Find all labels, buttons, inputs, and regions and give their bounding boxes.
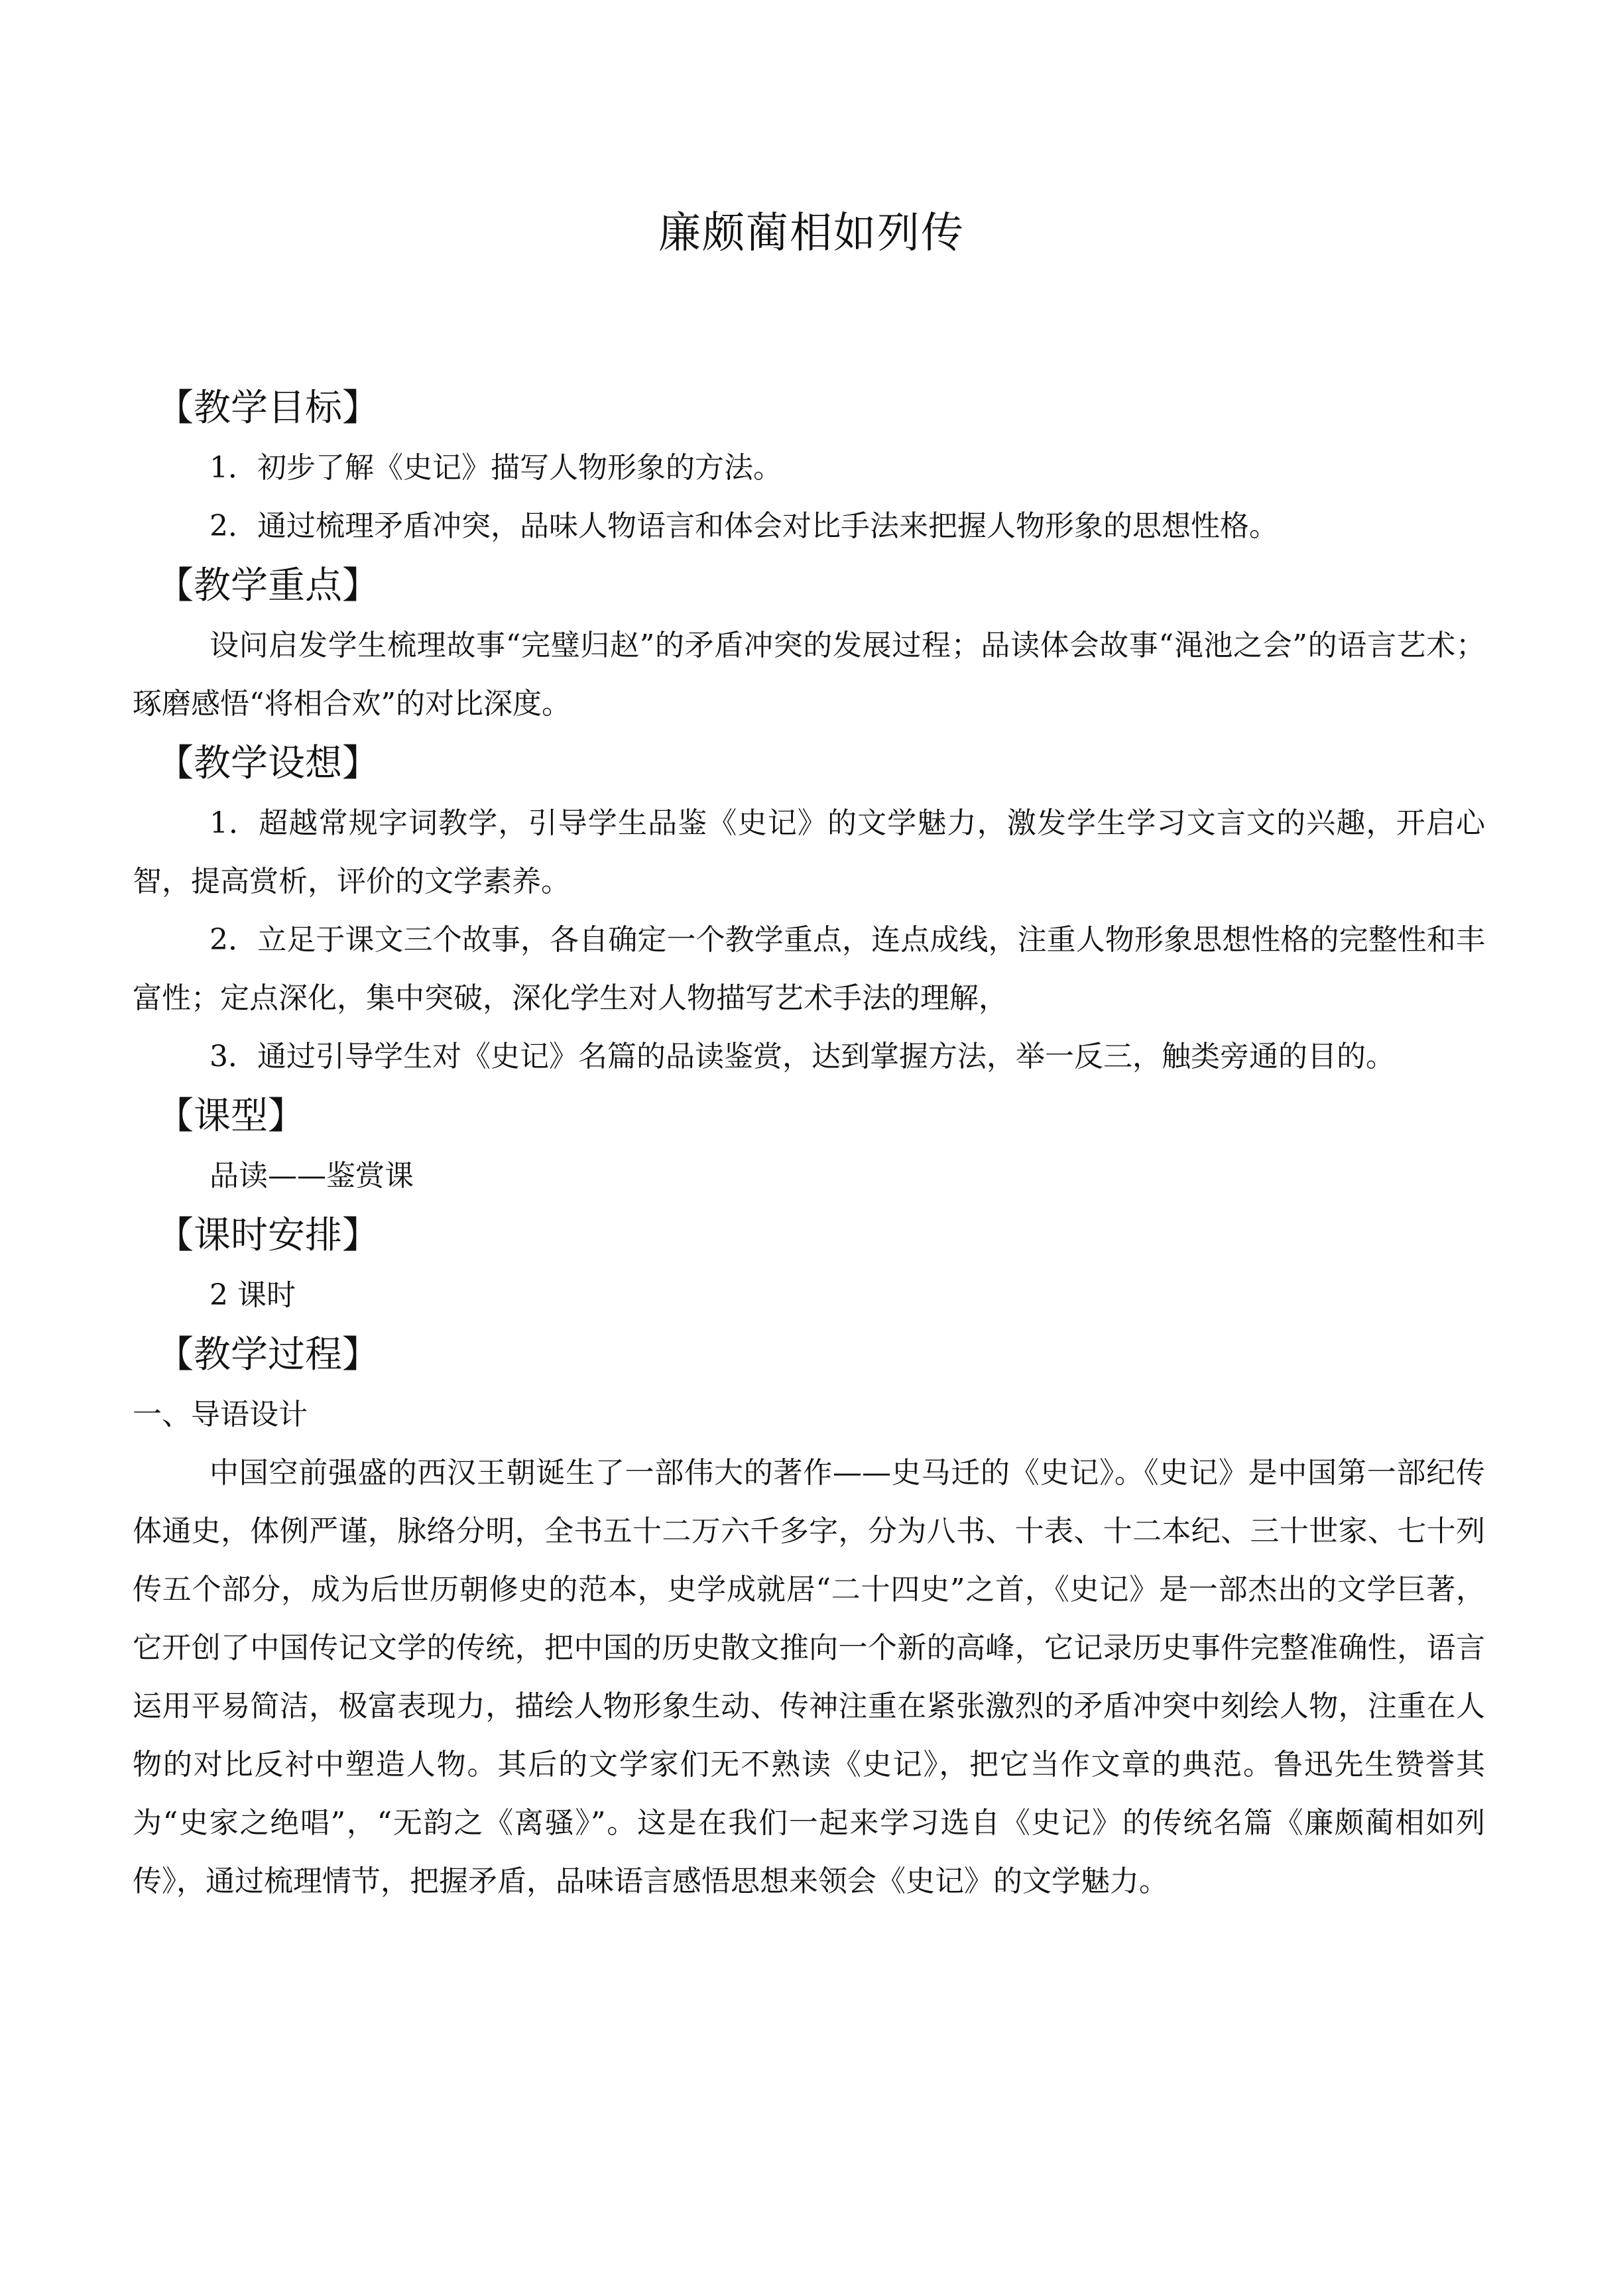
schedule-text: 2 课时 [210, 1278, 296, 1312]
section-heading-key-points: 【教学重点】 [156, 564, 379, 607]
page-title: 廉颇蔺相如列传 [658, 209, 965, 258]
goal-item-2: 2．通过梳理矛盾冲突，品味人物语言和体会对比手法来把握人物形象的思想性格。 [210, 509, 1278, 543]
design-item-2: 2．立足于课文三个故事，各自确定一个教学重点，连点成线，注重人物形象思想性格的完整性和丰富性；定点深化，集中突破，深化学生对人物描写艺术手法的理解， [133, 923, 1485, 1015]
process-subheading: 一、导语设计 [133, 1398, 308, 1431]
section-heading-process: 【教学过程】 [156, 1333, 379, 1376]
goal-item-1: 1．初步了解《史记》描写人物形象的方法。 [210, 451, 782, 485]
section-heading-design: 【教学设想】 [156, 742, 379, 785]
design-item-3: 3．通过引导学生对《史记》名篇的品读鉴赏，达到掌握方法，举一反三，触类旁通的目的。 [210, 1040, 1395, 1073]
section-heading-goals: 【教学目标】 [156, 387, 379, 430]
section-heading-schedule: 【课时安排】 [156, 1214, 379, 1257]
key-points-text: 设问启发学生梳理故事“完璧归赵”的矛盾冲突的发展过程；品读体会故事“渑池之会”的语言艺术；琢磨感悟“将相合欢”的对比深度。 [133, 629, 1485, 721]
section-heading-lesson-type: 【课型】 [156, 1095, 305, 1138]
lesson-type-text: 品读——鉴赏课 [210, 1159, 414, 1193]
process-intro-text: 中国空前强盛的西汉王朝诞生了一部伟大的著作——史马迁的《史记》。《史记》是中国第一部纪传体通史，体例严谨，脉络分明，全书五十二万六千多字，分为八书、十表、十二本纪、三十世家、七十列传五个部分，成为后世历朝修史的范本，史学成就居“二十四史”之首，《史记》是一部杰出的文学巨著，它开创了中国传记文学的传统，把中国的历史散文推向一个新的高峰，它记录历史事件完整准确性，语言运用平易简洁，极富表现力，描绘人物形象生动、传神注重在紧张激烈的矛盾冲突中刻绘人物，注重在人物的对比反衬中塑造人物。其后的文学家们无不熟读《史记》，把它当作文章的典范。鲁迅先生赞誉其为“史家之绝唱”，“无韵之《离骚》”。这是在我们一起来学习选自《史记》的传统名篇《廉颇蔺相如列传》，通过梳理情节，把握矛盾，品味语言感悟思想来领会《史记》的文学魅力。 [133, 1456, 1485, 1898]
document-body [133, 378, 1485, 1911]
design-item-1: 1．超越常规字词教学，引导学生品鉴《史记》的文学魅力，激发学生学习文言文的兴趣，开启心智，提高赏析，评价的文学素养。 [133, 806, 1485, 898]
